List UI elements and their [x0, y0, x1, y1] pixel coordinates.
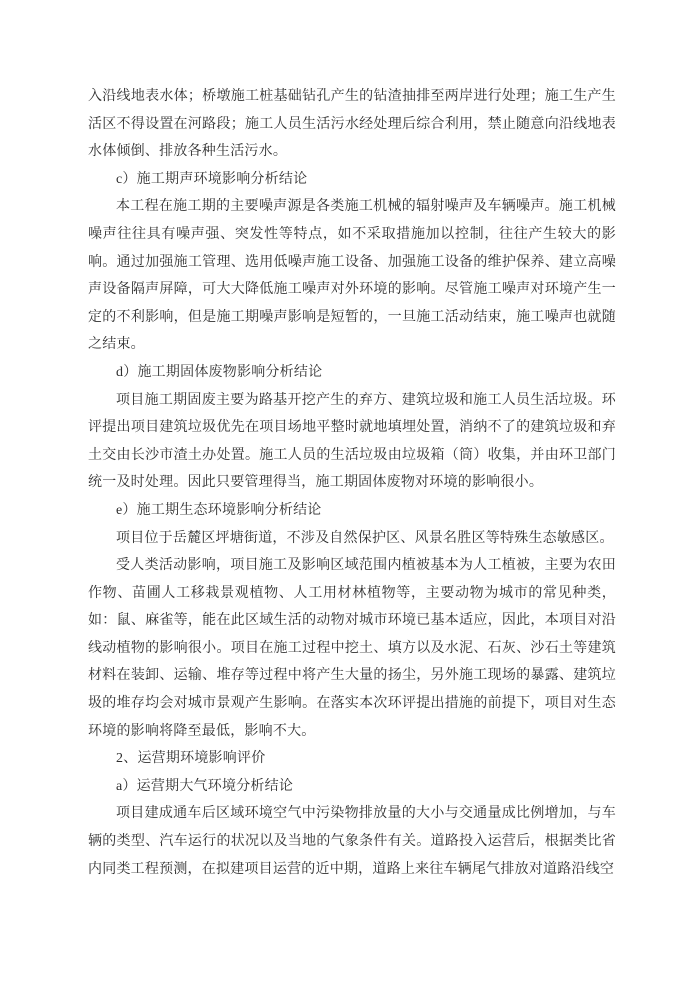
paragraph-construction-noise: 本工程在施工期的主要噪声源是各类施工机械的辐射噪声及车辆噪声。施工机械噪声往往具有噪声强、突发性等特点，如不采取措施加以控制，往往产生较大的影响。通过加强施工管理、选用低噪声施工设备、加强施工设备的维护保养、建立高噪声设备隔声屏障，可大大降低施工噪声对外环境的影响。尽管施工噪声对环境产生一定的不利影响，但是施工期噪声影响是短暂的，一旦施工活动结束，施工噪声也就随之结束。	[88, 199, 616, 353]
heading-operation-period: 2、运营期环境影响评价	[116, 751, 266, 767]
paragraph-wastewater-continuation: 入沿线地表水体；桥墩施工桩基础钻孔产生的钻渣抽排至两岸进行处理；施工生产生活区不得设置在河路段；施工人员生活污水经处理后综合利用，禁止随意向沿线地表水体倾倒、排放各种生活污水。	[88, 89, 616, 160]
paragraph-ecology-location: 项目位于岳麓区坪塘街道，不涉及自然保护区、风景名胜区等特殊生态敏感区。	[116, 530, 614, 546]
heading-construction-noise: c）施工期声环境影响分析结论	[116, 171, 308, 187]
paragraph-solid-waste: 项目施工期固废主要为路基开挖产生的弃方、建筑垃圾和施工人员生活垃圾。环评提出项目建筑垃圾优先在项目场地平整时就地填埋处置，消纳不了的建筑垃圾和弃土交由长沙市渣土办处置。施工人员的生活垃圾由垃圾箱（筒）收集，并由环卫部门统一及时处理。因此只要管理得当，施工期固体废物对环境的影响很小。	[88, 392, 616, 491]
heading-operation-air: a）运营期大气环境分析结论	[116, 778, 294, 794]
heading-solid-waste: d）施工期固体废物影响分析结论	[116, 364, 323, 380]
paragraph-operation-air: 项目建成通车后区域环境空气中污染物排放量的大小与交通量成比例增加，与车辆的类型、汽车运行的状况以及当地的气象条件有关。道路投入运营后，根据类比省内同类工程预测，在拟建项目运营的近中期，道路上来往车辆尾气排放对道路沿线空	[88, 806, 616, 877]
document-text-block	[88, 83, 616, 883]
paragraph-ecology-impact: 受人类活动影响，项目施工及影响区域范围内植被基本为人工植被，主要为农田作物、苗圃人工移栽景观植物、人工用材林植物等，主要动物为城市的常见种类，如：鼠、麻雀等，能在此区域生活的动物对城市环境已基本适应，因此，本项目对沿线动植物的影响很小。项目在施工过程中挖土、填方以及水泥、石灰、沙石土等建筑材料在装卸、运输、堆存等过程中将产生大量的扬尘，另外施工现场的暴露、建筑垃圾的堆存均会对城市景观产生影响。在落实本次环评提出措施的前提下，项目对生态环境的影响将降至最低，影响不大。	[88, 558, 616, 739]
heading-ecology: e）施工期生态环境影响分析结论	[116, 502, 322, 518]
